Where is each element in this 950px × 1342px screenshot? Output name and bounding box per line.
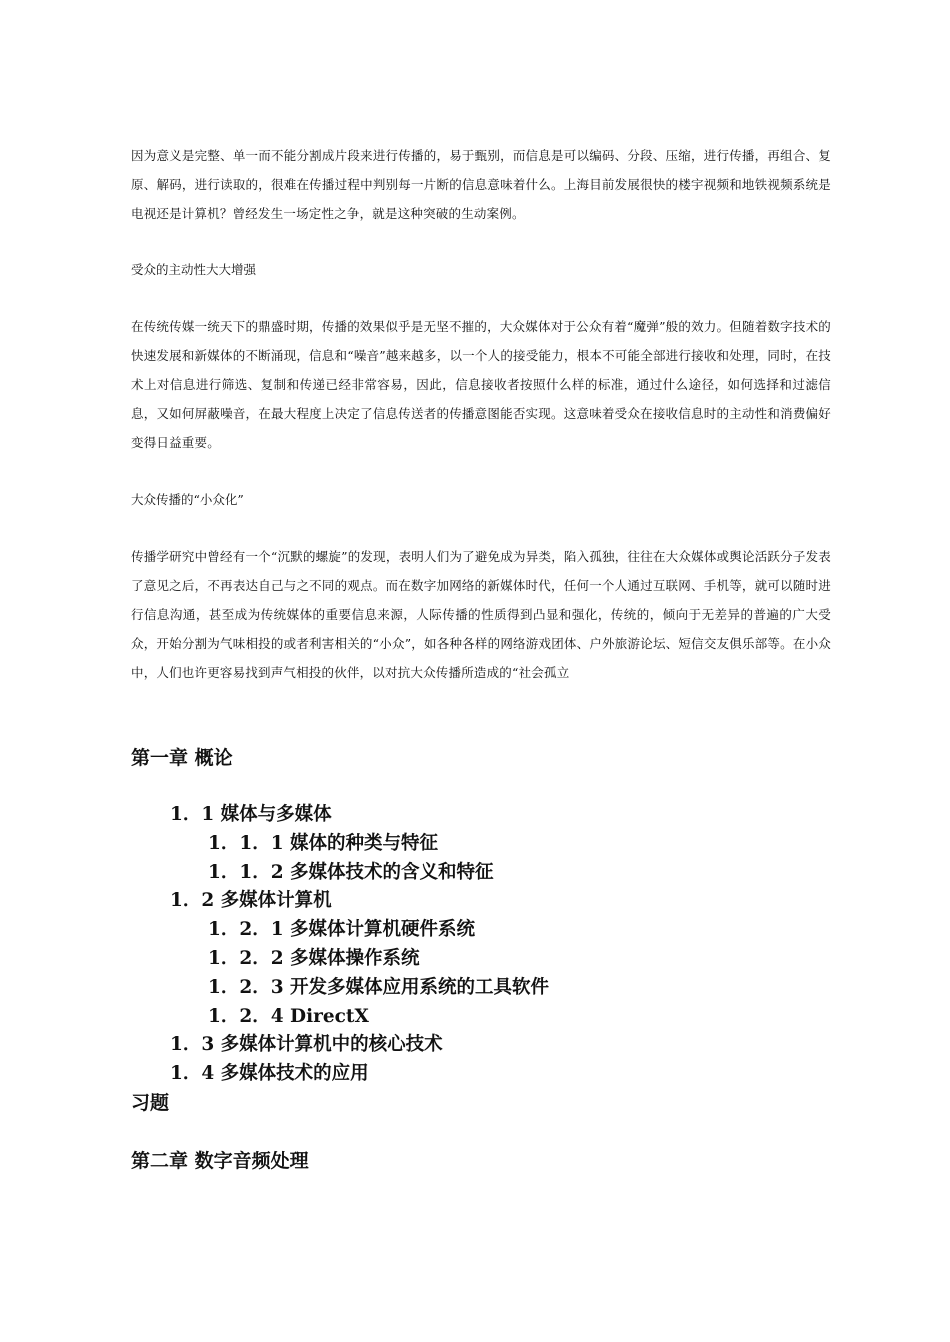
toc-entry: 1．4 多媒体技术的应用 xyxy=(170,1063,369,1084)
toc-entry: 1．2．4 DirectX xyxy=(208,1006,369,1027)
section-heading: 大众传播的“小众化” xyxy=(131,492,244,507)
toc-entry: 1．3 多媒体计算机中的核心技术 xyxy=(170,1034,443,1055)
body-paragraph: 在传统传媒一统天下的鼎盛时期，传播的效果似乎是无坚不摧的，大众媒体对于公众有着“魔弹”般的效力。但随着数字技术的快速发展和新媒体的不断涌现，信息和“噪音”越来越多，以一个人的接受能力，根本不可能全部进行接收和处理，同时，在技术上对信息进行筛选、复制和传递已经非常容易，因此，信息接收者按照什么样的标准，通过什么途径，如何选择和过滤信息，又如何屏蔽噪音，在最大程度上决定了信息传送者的传播意图能否实现。这意味着受众在接收信息时的主动性和消费偏好变得日益重要。 xyxy=(131,319,831,450)
toc-entry: 1．1．2 多媒体技术的含义和特征 xyxy=(208,862,494,883)
toc-entry: 1．2．3 开发多媒体应用系统的工具软件 xyxy=(208,977,550,998)
toc-entry: 1．2 多媒体计算机 xyxy=(170,890,332,911)
chapter-title: 第二章 数字音频处理 xyxy=(131,1150,309,1172)
section-heading: 受众的主动性大大增强 xyxy=(131,262,257,277)
body-paragraph: 因为意义是完整、单一而不能分割成片段来进行传播的，易于甄别，而信息是可以编码、分段、压缩，进行传播，再组合、复原、解码，进行读取的，很难在传播过程中判别每一片断的信息意味着什么。上海目前发展很快的楼宇视频和地铁视频系统是电视还是计算机？曾经发生一场定性之争，就是这种突破的生动案例。 xyxy=(131,148,831,221)
toc-entry: 1．1．1 媒体的种类与特征 xyxy=(208,833,439,854)
toc-entry: 1．2．2 多媒体操作系统 xyxy=(208,948,420,969)
toc-entry: 1．2．1 多媒体计算机硬件系统 xyxy=(208,919,476,940)
toc-entry: 1．1 媒体与多媒体 xyxy=(170,804,332,825)
chapter-title: 第一章 概论 xyxy=(131,747,233,769)
toc-entry: 习题 xyxy=(131,1092,170,1114)
body-paragraph: 传播学研究中曾经有一个“沉默的螺旋”的发现，表明人们为了避免成为异类，陷入孤独，往往在大众媒体或舆论活跃分子发表了意见之后，不再表达自己与之不同的观点。而在数字加网络的新媒体时代，任何一个人通过互联网、手机等，就可以随时进行信息沟通，甚至成为传统媒体的重要信息来源，人际传播的性质得到凸显和强化，传统的，倾向于无差异的普遍的广大受众，开始分割为气味相投的或者利害相关的“小众”，如各种各样的网络游戏团体、户外旅游论坛、短信交友俱乐部等。在小众中，人们也许更容易找到声气相投的伙伴，以对抗大众传播所造成的“社会孤立 xyxy=(131,549,831,680)
